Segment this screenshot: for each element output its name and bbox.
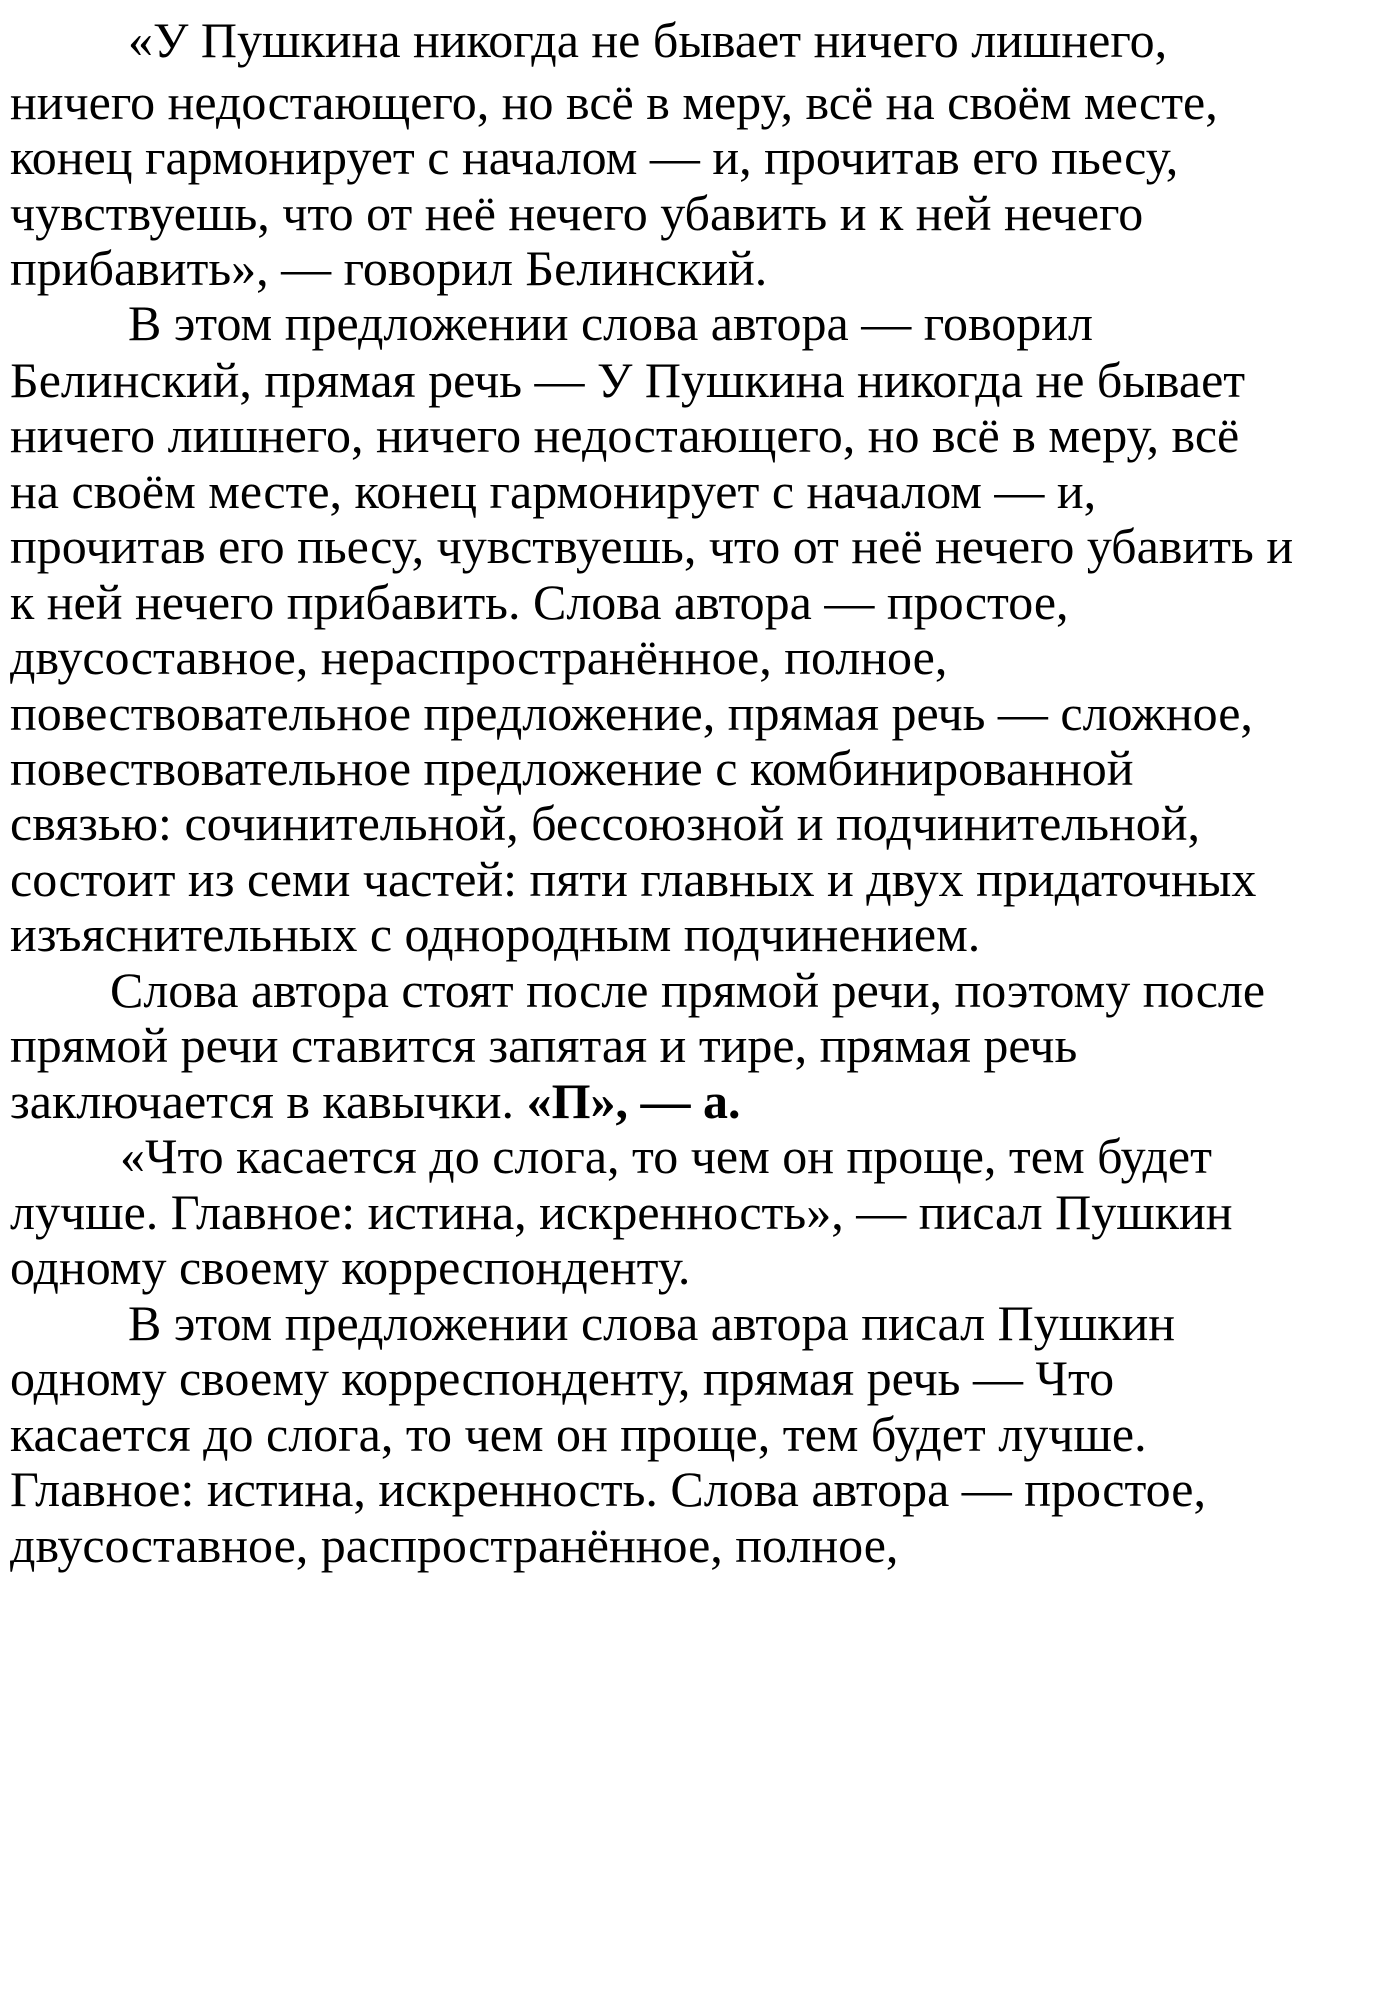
text-line: связью: сочинительной, бессоюзной и подчинительной,	[10, 795, 1201, 851]
text-line: «Что касается до слога, то чем он проще, тем будет	[120, 1128, 1212, 1184]
text-line: Белинский, прямая речь — У Пушкина никогда не бывает	[10, 352, 1246, 408]
text-line: «У Пушкина никогда не бывает ничего лишнего,	[128, 12, 1168, 68]
text-line: прочитав его пьесу, чувствуешь, что от неё нечего убавить и	[10, 518, 1294, 574]
text-run: заключается в кавычки.	[10, 1073, 527, 1129]
text-line: чувствуешь, что от неё нечего убавить и к ней нечего	[10, 185, 1144, 241]
text-line: Слова автора стоят после прямой речи, поэтому после	[110, 962, 1266, 1018]
text-line: на своём месте, конец гармонирует с началом — и,	[10, 463, 1097, 519]
text-line: В этом предложении слова автора — говорил	[128, 295, 1093, 351]
text-line: Главное: истина, искренность. Слова автора — простое,	[10, 1461, 1206, 1517]
text-line: одному своему корреспонденту.	[10, 1239, 691, 1295]
text-line: двусоставное, нераспространённое, полное,	[10, 629, 948, 685]
bold-scheme: «П», — а.	[526, 1073, 741, 1129]
text-line: касается до слога, то чем он проще, тем будет лучше.	[10, 1406, 1147, 1462]
text-line: конец гармонирует с началом — и, прочитав его пьесу,	[10, 129, 1179, 185]
text-line: изъяснительных с однородным подчинением.	[10, 906, 981, 962]
text-line: состоит из семи частей: пяти главных и двух придаточных	[10, 851, 1257, 907]
text-line: прибавить», — говорил Белинский.	[10, 240, 768, 296]
text-line: одному своему корреспонденту, прямая речь — Что	[10, 1350, 1115, 1406]
text-line: двусоставное, распространённое, полное,	[10, 1517, 899, 1573]
text-line: В этом предложении слова автора писал Пушкин	[128, 1295, 1176, 1351]
text-line: лучше. Главное: истина, искренность», — писал Пушкин	[10, 1184, 1233, 1240]
text-line: к ней нечего прибавить. Слова автора — простое,	[10, 574, 1069, 630]
text-line: ничего лишнего, ничего недостающего, но всё в меру, всё	[10, 407, 1240, 463]
text-line: повествовательное предложение с комбинированной	[10, 740, 1134, 796]
text-line: прямой речи ставится запятая и тире, прямая речь	[10, 1017, 1078, 1073]
text-line	[10, 1073, 741, 1129]
text-line: ничего недостающего, но всё в меру, всё на своём месте,	[10, 74, 1218, 130]
text-line: повествовательное предложение, прямая речь — сложное,	[10, 685, 1253, 741]
